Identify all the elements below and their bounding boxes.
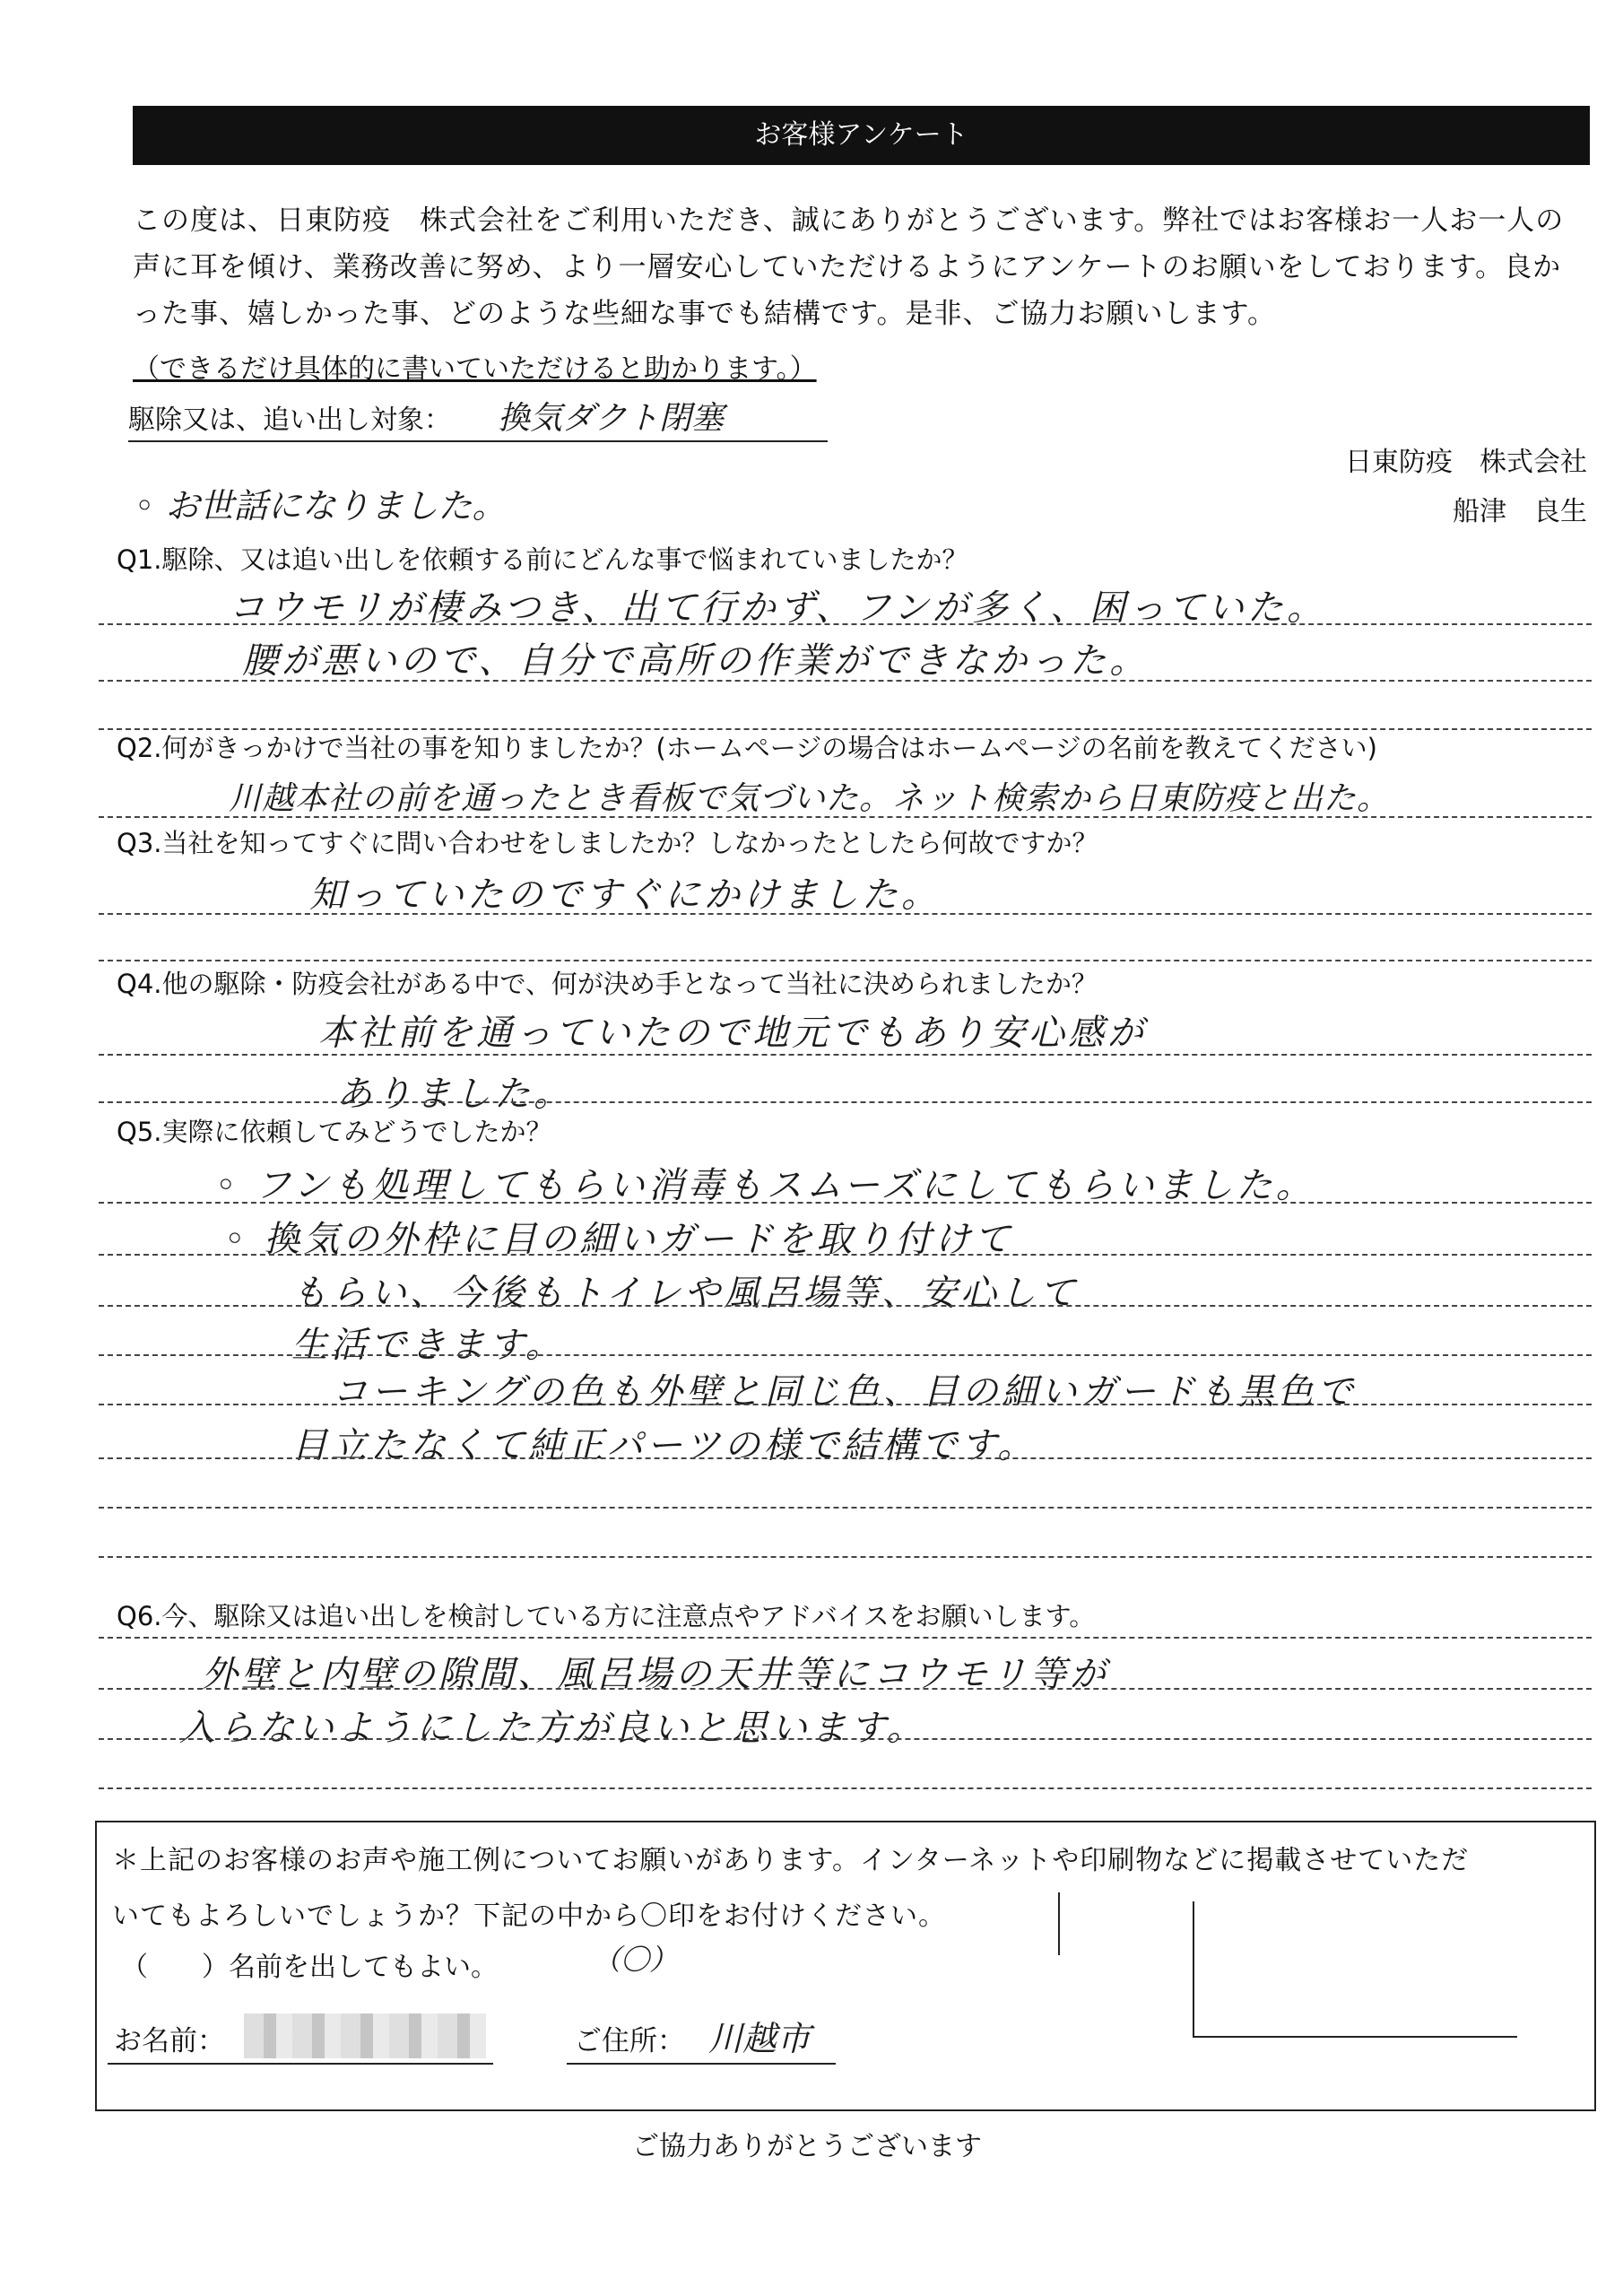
question-4: Q4.他の駆除・防疫会社がある中で、何が決め手となって当社に決められましたか？	[117, 969, 1098, 999]
redacted-name	[244, 2013, 486, 2058]
opening-note: ◦ お世話になりました。	[135, 486, 507, 526]
question-1: Q1.駆除、又は追い出しを依頼する前にどんな事で悩まれていましたか？	[117, 544, 968, 575]
intro-line: 声に耳を傾け、業務改善に努め、より一層安心していただけるようにアンケートのお願いをしております。良か	[133, 251, 1562, 283]
question-2: Q2.何がきっかけで当社の事を知りましたか？(ホームページの場合はホームページの名前を教えてください)	[117, 733, 1377, 763]
intro-text	[133, 197, 1590, 337]
consent-text	[112, 1833, 1470, 1944]
answer-6-line-2: 入らないようにした方が良いと思います。	[179, 1708, 926, 1749]
answer-5-line-1: ◦ フンも処理してもらい消毒もスムーズにしてもらいました。	[215, 1165, 1315, 1206]
answer-rule	[99, 1688, 1592, 1690]
answer-rule	[99, 816, 1592, 818]
address-underline	[567, 2063, 836, 2065]
question-3: Q3.当社を知ってすぐに問い合わせをしましたか？しなかったとしたら何故ですか？	[117, 828, 1098, 858]
target-label: 駆除又は、追い出し対象：	[128, 397, 828, 442]
name-label: お名前：	[114, 2025, 225, 2057]
answer-rule	[99, 1354, 1592, 1356]
thanks-footer: ご協力ありがとうございます	[632, 2131, 982, 2162]
answer-1-line-2: 腰が悪いので、自分で高所の作業ができなかった。	[242, 640, 1150, 682]
stamp-area	[1193, 1901, 1517, 2038]
answer-rule	[99, 1787, 1592, 1789]
answer-rule	[99, 1202, 1592, 1204]
stamp-mark	[1058, 1892, 1060, 1955]
consent-line: ＊上記のお客様のお声や施工例についてお願いがあります。インターネットや印刷物などに掲載させていただ	[112, 1845, 1470, 1876]
intro-line: この度は、日東防疫 株式会社をご利用いただき、誠にありがとうございます。弊社ではお客様お一人お一人の	[133, 204, 1565, 237]
answer-5-line-5: コーキングの色も外壁と同じ色、目の細いガードも黒色で	[332, 1371, 1357, 1413]
company-name: 日東防疫 株式会社	[1345, 447, 1587, 478]
answer-rule	[99, 1305, 1592, 1307]
address-value: 川越市	[708, 2019, 812, 2058]
answer-5-line-3: もらい、今後もトイレや風呂場等、安心して	[291, 1273, 1079, 1314]
answer-4-line-1: 本社前を通っていたので地元でもあり安心感が	[318, 1013, 1147, 1054]
answer-rule	[99, 680, 1592, 682]
answer-1-line-1: コウモリが棲みつき、出て行かず、フンが多く、困っていた。	[229, 587, 1326, 629]
name-underline	[108, 2063, 493, 2065]
answer-2-line-1: 川越本社の前を通ったとき看板で気づいた。ネット検索から日東防疫と出た。	[229, 780, 1391, 817]
target-value: 換気ダクト閉塞	[498, 400, 725, 437]
answer-5-line-4: 生活できます。	[291, 1325, 565, 1366]
consent-option[interactable]: （ ）名前を出してもよい。	[121, 1952, 498, 1983]
answer-rule	[99, 1404, 1592, 1405]
answer-rule	[99, 1457, 1592, 1459]
answer-rule	[99, 1738, 1592, 1740]
answer-3-line-1: 知っていたのですぐにかけました。	[309, 874, 941, 916]
answer-rule	[99, 1556, 1592, 1558]
question-6: Q6.今、駆除又は追い出しを検討している方に注意点やアドバイスをお願いします。	[117, 1601, 1096, 1631]
consent-line: いてもよろしいでしょうか？下記の中から〇印をお付けください。	[112, 1900, 946, 1932]
question-5: Q5.実際に依頼してみどうでしたか？	[117, 1117, 552, 1147]
consent-option-mark[interactable]: （〇）	[592, 1943, 679, 1977]
answer-rule	[99, 1637, 1592, 1639]
answer-6-line-1: 外壁と内壁の隙間、風呂場の天井等にコウモリ等が	[202, 1654, 1109, 1695]
answer-5-line-6: 目立たなくて純正パーツの様で結構です。	[291, 1425, 1037, 1466]
address-label: ご住所：	[574, 2025, 685, 2057]
intro-line: った事、嬉しかった事、どのような些細な事でも結構です。是非、ご協力お願いします。	[133, 298, 1277, 330]
answer-rule	[99, 623, 1592, 625]
answer-rule	[99, 960, 1592, 961]
intro-note: （できるだけ具体的に書いていただけると助かります。）	[133, 353, 817, 385]
answer-rule	[99, 1054, 1592, 1056]
answer-rule	[99, 913, 1592, 915]
answer-rule	[99, 1101, 1592, 1103]
answer-4-line-2: ありました。	[336, 1074, 573, 1115]
answer-rule	[99, 1507, 1592, 1509]
answer-rule	[99, 1254, 1592, 1256]
answer-5-line-2: ◦ 換気の外枠に目の細いガードを取り付けて	[224, 1219, 1014, 1260]
survey-title: お客様アンケート	[133, 106, 1590, 165]
staff-name: 船津 良生	[1453, 496, 1587, 527]
